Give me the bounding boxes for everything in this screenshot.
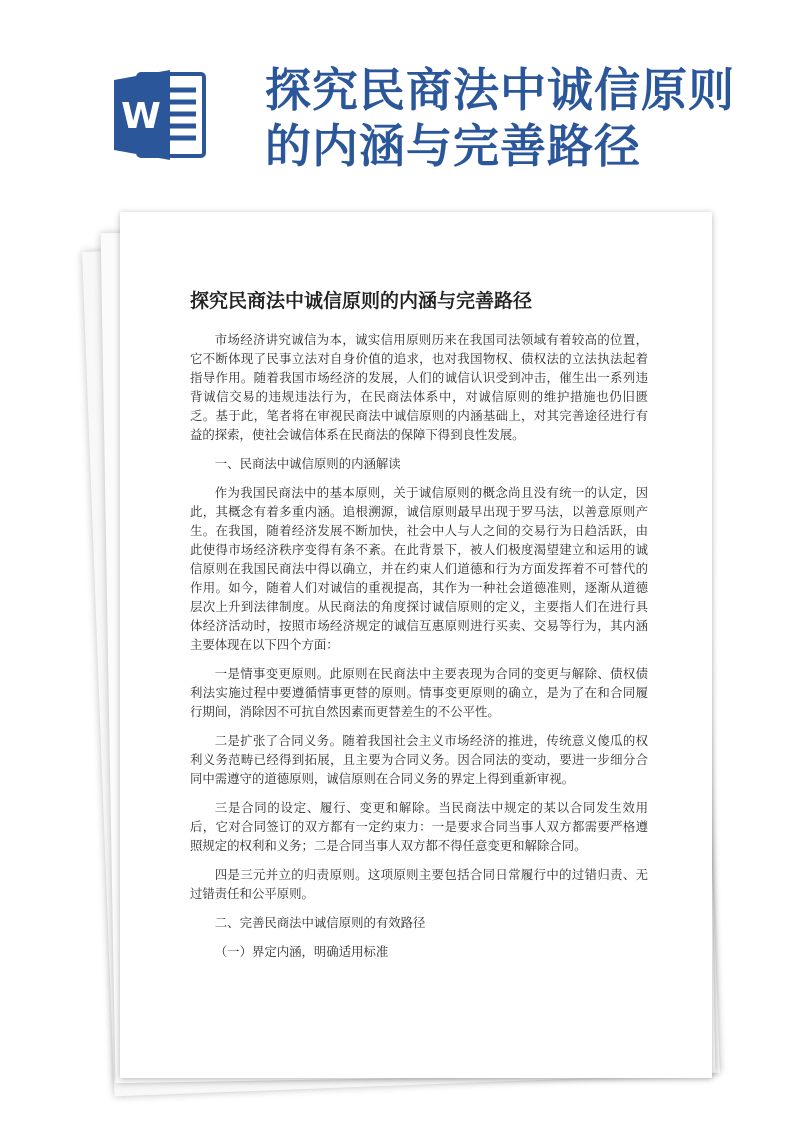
- section-heading-2: 二、完善民商法中诚信原则的有效路径: [214, 915, 426, 930]
- banner-title-line1: 探究民商法中诚信原则: [265, 63, 735, 117]
- paragraph: 作为我国民商法中的基本原则，关于诚信原则的概念尚且没有统一的认定，因此，其概念有着多重内涵。追根溯源，诚信原则最早出现于罗马法，以善意原则产生。在我国，随着经济发展不断加快，社会中人与人之间的交易行为日趋活跃，由此使得市场经济秩序变得有条不紊。在此背景下，被人们极度渴望建立和运用的诚信原则在我国民商法中得以确立，并在约束人们道德和行为方面发挥着不可替代的作用。如今，随着人们对诚信的重视提高，其作为一种社会道德准则，逐渐从道德层次上升到法律制度。从民商法的角度探讨诚信原则的定义，主要指人们在进行具体经济活动时，按照市场经济规定的诚信互惠原则进行买卖、交易等行为，其内涵主要体现在以下四个方面：: [190, 485, 648, 652]
- subsection-heading: （一）界定内涵，明确适用标准: [214, 944, 389, 959]
- paragraph-intro: 市场经济讲究诚信为本，诚实信用原则历来在我国司法领域有着较高的位置，它不断体现了民事立法对自身价值的追求，也对我国物权、债权法的立法执法起着指导作用。随着我国市场经济的发展，人们的诚信认识受到冲击，催生出一系列违背诚信交易的违规违法行为，在民商法体系中，对诚信原则的维护措施也仍旧匮乏。基于此，笔者将在审视民商法中诚信原则的内涵基础上，对其完善途径进行有益的探索，使社会诚信体系在民商法的保障下得到良性发展。: [190, 332, 648, 442]
- banner-title: [265, 62, 785, 174]
- section-heading-1: 一、民商法中诚信原则的内涵解读: [214, 456, 401, 471]
- word-letter: W: [121, 96, 161, 137]
- document-page: [120, 212, 712, 1078]
- paragraph: 一是情事变更原则。此原则在民商法中主要表现为合同的变更与解除、债权债利法实施过程中要遵循情事更替的原则。情事变更原则的确立，是为了在和合同履行期间，消除因不可抗自然因素而更替差生的不公平性。: [190, 666, 648, 719]
- banner: [0, 0, 800, 200]
- paragraph: 三是合同的设定、履行、变更和解除。当民商法中规定的某以合同发生效用后，它对合同签订的双方都有一定约束力：一是要求合同当事人双方都需要严格遵照规定的权利和义务；二是合同当事人双方都不得任意变更和解除合同。: [190, 800, 648, 853]
- word-document-icon: [110, 60, 210, 170]
- banner-title-line2: 的内涵与完善路径: [265, 119, 641, 173]
- document-body: [190, 330, 648, 971]
- paragraph: 二是扩张了合同义务。随着我国社会主义市场经济的推进，传统意义傻瓜的权利义务范畴已经得到拓展，且主要为合同义务。因合同法的变动，要进一步细分合同中需遵守的道德原则，诚信原则在合同义务的界定上得到重新审视。: [190, 733, 648, 786]
- paragraph: 四是三元并立的归责原则。这项原则主要包括合同日常履行中的过错归责、无过错责任和公平原则。: [190, 867, 648, 901]
- document-title: 探究民商法中诚信原则的内涵与完善路径: [190, 290, 533, 312]
